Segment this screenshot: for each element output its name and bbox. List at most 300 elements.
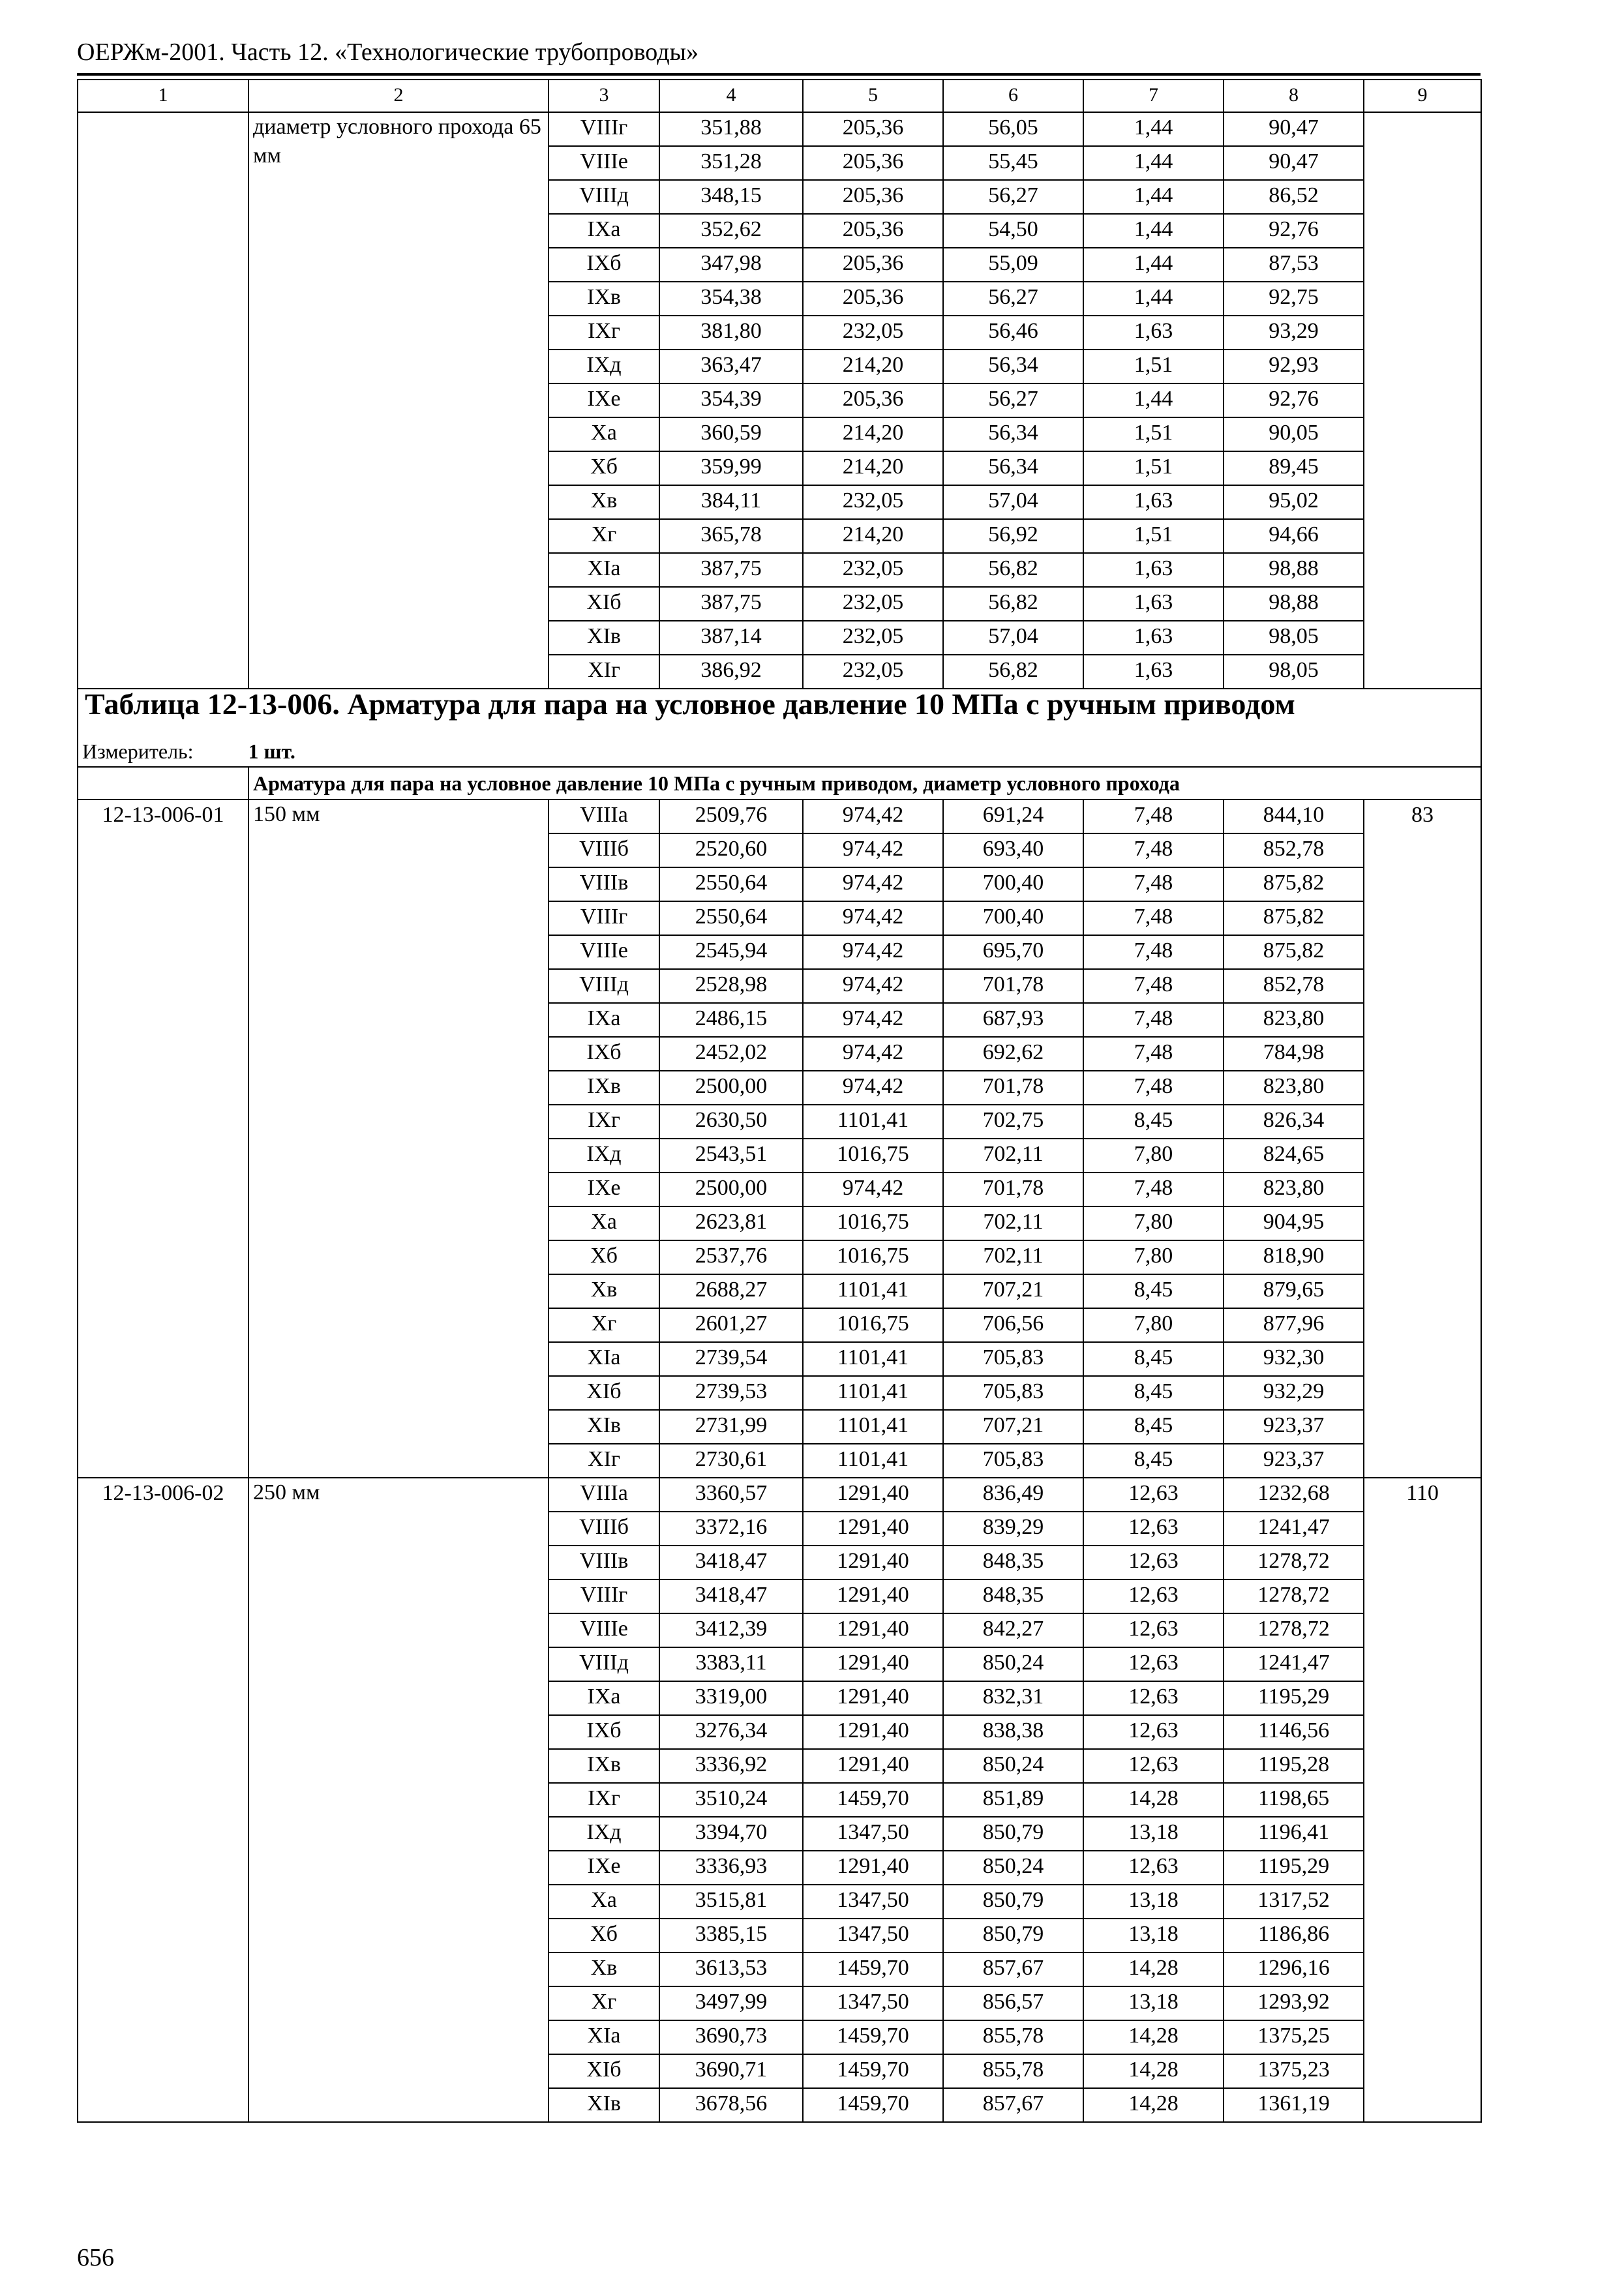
cell-col-7: 1,63: [1083, 553, 1224, 587]
cell-col-4: 3497,99: [659, 1986, 803, 2020]
cell-col-3: VIIIг: [549, 112, 659, 146]
cell-col-5: 232,05: [803, 553, 943, 587]
cell-col-5: 974,42: [803, 1003, 943, 1037]
cell-col-4: 3613,53: [659, 1952, 803, 1986]
cell-col-4: 2731,99: [659, 1410, 803, 1444]
cell-col-8: 1198,65: [1224, 1783, 1364, 1817]
cell-col-6: 855,78: [943, 2054, 1083, 2088]
cell-col-3: IXа: [549, 214, 659, 248]
cell-col-6: 850,79: [943, 1817, 1083, 1851]
cell-col-5: 974,42: [803, 867, 943, 901]
col-num-4: 4: [659, 80, 803, 112]
cell-col-3: IXд: [549, 350, 659, 383]
cell-col-6: 55,45: [943, 146, 1083, 180]
cell-col-7: 8,45: [1083, 1105, 1224, 1139]
cell-col-4: 2509,76: [659, 800, 803, 833]
cell-col-5: 1459,70: [803, 2054, 943, 2088]
cell-col-4: 2623,81: [659, 1206, 803, 1240]
measure-value: 1 шт.: [248, 740, 295, 763]
cell-col-8: 1375,25: [1224, 2020, 1364, 2054]
cell-col-4: 359,99: [659, 451, 803, 485]
cell-col-7: 7,80: [1083, 1206, 1224, 1240]
col-num-8: 8: [1224, 80, 1364, 112]
cell-col-7: 12,63: [1083, 1749, 1224, 1783]
cell-col-8: 852,78: [1224, 969, 1364, 1003]
cell-col-4: 3394,70: [659, 1817, 803, 1851]
cell-col-4: 386,92: [659, 655, 803, 689]
cell-col-4: 2486,15: [659, 1003, 803, 1037]
cell-col-7: 14,28: [1083, 2088, 1224, 2122]
measure-label: Измеритель:: [82, 740, 194, 763]
page-header: ОЕРЖм-2001. Часть 12. «Технологические трубопроводы»: [77, 38, 699, 66]
cell-col-3: XIв: [549, 1410, 659, 1444]
cell-col-5: 1459,70: [803, 1952, 943, 1986]
cell-col-7: 12,63: [1083, 1579, 1224, 1613]
cell-col-7: 7,48: [1083, 1037, 1224, 1071]
cell-col-6: 857,67: [943, 1952, 1083, 1986]
cell-col-6: 687,93: [943, 1003, 1083, 1037]
cell-col-4: 2630,50: [659, 1105, 803, 1139]
cell-col-4: 3276,34: [659, 1715, 803, 1749]
cell-col-4: 3336,93: [659, 1851, 803, 1885]
cell-col-3: Xг: [549, 1986, 659, 2020]
cell-col-4: 3383,11: [659, 1647, 803, 1681]
cell-col-5: 214,20: [803, 451, 943, 485]
cell-col-3: VIIIе: [549, 1613, 659, 1647]
cell-col-7: 1,44: [1083, 112, 1224, 146]
cell-col-4: 2543,51: [659, 1139, 803, 1173]
description-cell: 150 мм: [248, 800, 549, 1478]
cell-col-6: 691,24: [943, 800, 1083, 833]
cell-col-3: IXд: [549, 1139, 659, 1173]
cell-col-4: 351,88: [659, 112, 803, 146]
col-num-1: 1: [78, 80, 248, 112]
cell-col-7: 1,44: [1083, 248, 1224, 282]
cell-col-8: 923,37: [1224, 1444, 1364, 1478]
cell-col-6: 54,50: [943, 214, 1083, 248]
cell-col-7: 12,63: [1083, 1681, 1224, 1715]
cell-col-6: 701,78: [943, 969, 1083, 1003]
cell-col-5: 974,42: [803, 969, 943, 1003]
cell-col-8: 86,52: [1224, 180, 1364, 214]
cell-col-6: 56,82: [943, 587, 1083, 621]
cell-col-5: 205,36: [803, 282, 943, 316]
cell-col-8: 1296,16: [1224, 1952, 1364, 1986]
cell-col-4: 387,14: [659, 621, 803, 655]
cell-col-5: 974,42: [803, 1173, 943, 1206]
cell-col-4: 387,75: [659, 587, 803, 621]
cell-col-4: 2537,76: [659, 1240, 803, 1274]
cell-col-6: 702,11: [943, 1240, 1083, 1274]
cell-col-3: VIIIв: [549, 867, 659, 901]
cell-col-8: 98,88: [1224, 553, 1364, 587]
cell-col-4: 3510,24: [659, 1783, 803, 1817]
subtitle-spacer: [78, 767, 248, 800]
cell-col-5: 1459,70: [803, 1783, 943, 1817]
cell-col-8: 932,30: [1224, 1342, 1364, 1376]
cell-col-5: 974,42: [803, 935, 943, 969]
cell-col-8: 823,80: [1224, 1173, 1364, 1206]
cell-col-4: 2500,00: [659, 1071, 803, 1105]
cell-col-5: 1291,40: [803, 1613, 943, 1647]
cell-col-6: 705,83: [943, 1342, 1083, 1376]
cell-col-6: 850,24: [943, 1647, 1083, 1681]
cell-col-7: 1,51: [1083, 451, 1224, 485]
cell-col-4: 352,62: [659, 214, 803, 248]
cell-col-5: 232,05: [803, 316, 943, 350]
cell-col-7: 1,44: [1083, 282, 1224, 316]
cell-col-8: 1317,52: [1224, 1885, 1364, 1919]
measure-row: [78, 736, 1481, 767]
cell-col-3: IXе: [549, 383, 659, 417]
cell-col-3: IXг: [549, 1105, 659, 1139]
cell-col-6: 705,83: [943, 1444, 1083, 1478]
cell-col-8: 92,93: [1224, 350, 1364, 383]
cell-col-7: 12,63: [1083, 1512, 1224, 1546]
cell-col-8: 1195,29: [1224, 1851, 1364, 1885]
cell-col-3: IXб: [549, 248, 659, 282]
cell-col-6: 838,38: [943, 1715, 1083, 1749]
cell-col-8: 92,76: [1224, 383, 1364, 417]
cell-col-4: 2452,02: [659, 1037, 803, 1071]
cell-col-7: 14,28: [1083, 1783, 1224, 1817]
cell-col-8: 875,82: [1224, 867, 1364, 901]
cell-col-6: 56,34: [943, 350, 1083, 383]
code-cell: 12-13-006-01: [78, 800, 248, 1478]
cell-col-4: 3418,47: [659, 1579, 803, 1613]
cell-col-3: XIб: [549, 2054, 659, 2088]
cell-col-6: 707,21: [943, 1410, 1083, 1444]
cell-col-5: 1016,75: [803, 1206, 943, 1240]
header-rule: [77, 73, 1481, 76]
code-cell-empty: [78, 112, 248, 689]
cell-col-7: 1,44: [1083, 146, 1224, 180]
cell-col-3: IXе: [549, 1173, 659, 1206]
cell-col-6: 855,78: [943, 2020, 1083, 2054]
cell-col-3: IXд: [549, 1817, 659, 1851]
cell-col-7: 12,63: [1083, 1647, 1224, 1681]
cell-col-8: 877,96: [1224, 1308, 1364, 1342]
cell-col-5: 205,36: [803, 214, 943, 248]
cell-col-4: 360,59: [659, 417, 803, 451]
cell-col-4: 351,28: [659, 146, 803, 180]
cell-col-7: 12,63: [1083, 1478, 1224, 1512]
cell-col-4: 363,47: [659, 350, 803, 383]
cell-col-6: 693,40: [943, 833, 1083, 867]
cell-col-3: VIIIа: [549, 800, 659, 833]
cell-col-8: 1278,72: [1224, 1546, 1364, 1579]
cell-col-6: 56,05: [943, 112, 1083, 146]
cell-col-6: 850,24: [943, 1851, 1083, 1885]
cell-col-7: 1,63: [1083, 621, 1224, 655]
cell-col-5: 205,36: [803, 180, 943, 214]
cell-col-8: 1278,72: [1224, 1579, 1364, 1613]
cell-col-7: 12,63: [1083, 1715, 1224, 1749]
cell-col-5: 1016,75: [803, 1139, 943, 1173]
cell-col-7: 8,45: [1083, 1444, 1224, 1478]
cell-col-6: 850,79: [943, 1885, 1083, 1919]
cell-col-4: 354,38: [659, 282, 803, 316]
cell-col-4: 387,75: [659, 553, 803, 587]
cell-col-4: 3412,39: [659, 1613, 803, 1647]
cell-col-5: 1347,50: [803, 1885, 943, 1919]
cell-col-3: Xг: [549, 1308, 659, 1342]
cell-col-6: 848,35: [943, 1579, 1083, 1613]
cell-col-8: 90,47: [1224, 112, 1364, 146]
cell-col-6: 705,83: [943, 1376, 1083, 1410]
cell-col-8: 852,78: [1224, 833, 1364, 867]
col9-cell: 110: [1364, 1478, 1481, 2122]
cell-col-5: 214,20: [803, 350, 943, 383]
cell-col-6: 56,34: [943, 417, 1083, 451]
cell-col-8: 1232,68: [1224, 1478, 1364, 1512]
cell-col-7: 7,48: [1083, 1173, 1224, 1206]
cell-col-6: 707,21: [943, 1274, 1083, 1308]
col-num-6: 6: [943, 80, 1083, 112]
cell-col-4: 2739,54: [659, 1342, 803, 1376]
column-number-row: [78, 80, 1481, 112]
table-row: [78, 1478, 1481, 1512]
cell-col-6: 706,56: [943, 1308, 1083, 1342]
cell-col-3: XIв: [549, 621, 659, 655]
cell-col-7: 1,44: [1083, 180, 1224, 214]
cell-col-6: 700,40: [943, 901, 1083, 935]
cell-col-7: 1,44: [1083, 383, 1224, 417]
cell-col-6: 832,31: [943, 1681, 1083, 1715]
subtitle-row: [78, 767, 1481, 800]
cell-col-3: VIIIб: [549, 1512, 659, 1546]
cell-col-5: 1291,40: [803, 1749, 943, 1783]
cell-col-7: 7,48: [1083, 1003, 1224, 1037]
col9-cell-empty: [1364, 112, 1481, 689]
cell-col-6: 701,78: [943, 1071, 1083, 1105]
cell-col-3: VIIIд: [549, 969, 659, 1003]
cell-col-6: 702,11: [943, 1139, 1083, 1173]
cell-col-4: 2601,27: [659, 1308, 803, 1342]
cell-col-7: 7,48: [1083, 901, 1224, 935]
cell-col-7: 12,63: [1083, 1851, 1224, 1885]
code-cell: 12-13-006-02: [78, 1478, 248, 2122]
cell-col-4: 348,15: [659, 180, 803, 214]
cell-col-6: 842,27: [943, 1613, 1083, 1647]
cell-col-6: 56,27: [943, 180, 1083, 214]
cell-col-8: 90,05: [1224, 417, 1364, 451]
cell-col-5: 1291,40: [803, 1478, 943, 1512]
cell-col-5: 1291,40: [803, 1851, 943, 1885]
cell-col-5: 232,05: [803, 655, 943, 689]
cell-col-6: 57,04: [943, 621, 1083, 655]
cell-col-7: 14,28: [1083, 2020, 1224, 2054]
cell-col-7: 1,63: [1083, 485, 1224, 519]
table-row: [78, 112, 1481, 146]
cell-col-5: 1016,75: [803, 1308, 943, 1342]
cell-col-3: XIг: [549, 1444, 659, 1478]
cell-col-7: 1,63: [1083, 587, 1224, 621]
cell-col-6: 55,09: [943, 248, 1083, 282]
cell-col-5: 232,05: [803, 587, 943, 621]
cell-col-3: VIIIд: [549, 180, 659, 214]
cell-col-7: 13,18: [1083, 1885, 1224, 1919]
cell-col-7: 7,80: [1083, 1308, 1224, 1342]
cell-col-5: 214,20: [803, 519, 943, 553]
cell-col-3: VIIIд: [549, 1647, 659, 1681]
cell-col-5: 974,42: [803, 833, 943, 867]
cell-col-3: XIг: [549, 655, 659, 689]
cell-col-6: 56,27: [943, 282, 1083, 316]
cell-col-8: 1278,72: [1224, 1613, 1364, 1647]
cell-col-5: 1291,40: [803, 1579, 943, 1613]
cell-col-5: 1101,41: [803, 1105, 943, 1139]
cell-col-5: 1291,40: [803, 1647, 943, 1681]
cell-col-6: 56,92: [943, 519, 1083, 553]
cell-col-5: 1101,41: [803, 1444, 943, 1478]
cell-col-8: 818,90: [1224, 1240, 1364, 1274]
cell-col-3: IXб: [549, 1037, 659, 1071]
cell-col-5: 974,42: [803, 901, 943, 935]
cell-col-6: 701,78: [943, 1173, 1083, 1206]
cell-col-4: 3372,16: [659, 1512, 803, 1546]
cell-col-6: 851,89: [943, 1783, 1083, 1817]
cell-col-3: IXв: [549, 282, 659, 316]
cell-col-4: 3319,00: [659, 1681, 803, 1715]
cell-col-8: 1375,23: [1224, 2054, 1364, 2088]
cell-col-8: 1293,92: [1224, 1986, 1364, 2020]
col-num-2: 2: [248, 80, 549, 112]
cell-col-8: 844,10: [1224, 800, 1364, 833]
cell-col-4: 384,11: [659, 485, 803, 519]
cell-col-3: IXв: [549, 1749, 659, 1783]
cell-col-4: 365,78: [659, 519, 803, 553]
page-number: 656: [77, 2244, 114, 2271]
cell-col-8: 1361,19: [1224, 2088, 1364, 2122]
cell-col-8: 1186,86: [1224, 1919, 1364, 1952]
cell-col-4: 347,98: [659, 248, 803, 282]
cell-col-5: 1459,70: [803, 2020, 943, 2054]
table-title: Таблица 12-13-006. Арматура для пара на условное давление 10 МПа с ручным приводом: [78, 689, 1481, 736]
table-subtitle: Арматура для пара на условное давление 10 МПа с ручным приводом, диаметр условного прохода: [248, 767, 1481, 800]
cell-col-6: 839,29: [943, 1512, 1083, 1546]
cell-col-6: 695,70: [943, 935, 1083, 969]
cell-col-8: 1196,41: [1224, 1817, 1364, 1851]
cell-col-3: Xа: [549, 417, 659, 451]
cell-col-4: 2520,60: [659, 833, 803, 867]
cell-col-3: IXа: [549, 1681, 659, 1715]
cell-col-8: 87,53: [1224, 248, 1364, 282]
cell-col-4: 3418,47: [659, 1546, 803, 1579]
cell-col-5: 1291,40: [803, 1512, 943, 1546]
cell-col-6: 836,49: [943, 1478, 1083, 1512]
cell-col-4: 2730,61: [659, 1444, 803, 1478]
cell-col-7: 7,80: [1083, 1139, 1224, 1173]
cell-col-7: 7,80: [1083, 1240, 1224, 1274]
cell-col-4: 3385,15: [659, 1919, 803, 1952]
cell-col-6: 702,75: [943, 1105, 1083, 1139]
cell-col-8: 1241,47: [1224, 1647, 1364, 1681]
cell-col-7: 1,63: [1083, 316, 1224, 350]
col9-cell: 83: [1364, 800, 1481, 1478]
cell-col-8: 94,66: [1224, 519, 1364, 553]
cell-col-7: 7,48: [1083, 1071, 1224, 1105]
cell-col-8: 784,98: [1224, 1037, 1364, 1071]
cell-col-4: 381,80: [659, 316, 803, 350]
cell-col-3: VIIIв: [549, 1546, 659, 1579]
cell-col-6: 56,46: [943, 316, 1083, 350]
cell-col-3: IXа: [549, 1003, 659, 1037]
cell-col-5: 1291,40: [803, 1546, 943, 1579]
cell-col-6: 57,04: [943, 485, 1083, 519]
cell-col-8: 875,82: [1224, 935, 1364, 969]
cell-col-7: 7,48: [1083, 935, 1224, 969]
cell-col-4: 2500,00: [659, 1173, 803, 1206]
cell-col-7: 14,28: [1083, 2054, 1224, 2088]
cell-col-5: 974,42: [803, 1071, 943, 1105]
cell-col-5: 1101,41: [803, 1274, 943, 1308]
cell-col-3: Xв: [549, 1274, 659, 1308]
cell-col-8: 98,05: [1224, 621, 1364, 655]
cell-col-7: 8,45: [1083, 1376, 1224, 1410]
cell-col-8: 93,29: [1224, 316, 1364, 350]
cell-col-7: 12,63: [1083, 1546, 1224, 1579]
cell-col-4: 3690,71: [659, 2054, 803, 2088]
cell-col-6: 56,27: [943, 383, 1083, 417]
cell-col-8: 823,80: [1224, 1071, 1364, 1105]
cell-col-5: 1101,41: [803, 1410, 943, 1444]
cell-col-3: VIIIг: [549, 901, 659, 935]
cell-col-6: 700,40: [943, 867, 1083, 901]
cell-col-7: 12,63: [1083, 1613, 1224, 1647]
cell-col-3: XIб: [549, 1376, 659, 1410]
cell-col-8: 90,47: [1224, 146, 1364, 180]
cell-col-5: 1101,41: [803, 1342, 943, 1376]
col-num-9: 9: [1364, 80, 1481, 112]
cell-col-5: 232,05: [803, 621, 943, 655]
cell-col-6: 56,34: [943, 451, 1083, 485]
cell-col-3: XIв: [549, 2088, 659, 2122]
cell-col-5: 205,36: [803, 146, 943, 180]
cell-col-8: 1195,28: [1224, 1749, 1364, 1783]
cell-col-3: VIIIа: [549, 1478, 659, 1512]
cell-col-3: VIIIе: [549, 935, 659, 969]
cell-col-8: 875,82: [1224, 901, 1364, 935]
cell-col-3: VIIIг: [549, 1579, 659, 1613]
cell-col-6: 850,79: [943, 1919, 1083, 1952]
cell-col-4: 3515,81: [659, 1885, 803, 1919]
cell-col-7: 7,48: [1083, 800, 1224, 833]
cell-col-8: 1146,56: [1224, 1715, 1364, 1749]
cell-col-5: 974,42: [803, 800, 943, 833]
cell-col-4: 2688,27: [659, 1274, 803, 1308]
cell-col-5: 1347,50: [803, 1919, 943, 1952]
cell-col-5: 205,36: [803, 248, 943, 282]
cell-col-8: 932,29: [1224, 1376, 1364, 1410]
cell-col-3: IXв: [549, 1071, 659, 1105]
cell-col-7: 1,44: [1083, 214, 1224, 248]
cell-col-7: 1,63: [1083, 655, 1224, 689]
cell-col-6: 857,67: [943, 2088, 1083, 2122]
cell-col-5: 1016,75: [803, 1240, 943, 1274]
measure-cell: [78, 736, 1481, 767]
col-num-5: 5: [803, 80, 943, 112]
cell-col-6: 56,82: [943, 655, 1083, 689]
cell-col-4: 2545,94: [659, 935, 803, 969]
cell-col-3: Xв: [549, 485, 659, 519]
cell-col-3: XIа: [549, 2020, 659, 2054]
cell-col-3: Xв: [549, 1952, 659, 1986]
cell-col-8: 92,75: [1224, 282, 1364, 316]
cell-col-7: 8,45: [1083, 1274, 1224, 1308]
cell-col-7: 8,45: [1083, 1410, 1224, 1444]
cell-col-7: 1,51: [1083, 350, 1224, 383]
